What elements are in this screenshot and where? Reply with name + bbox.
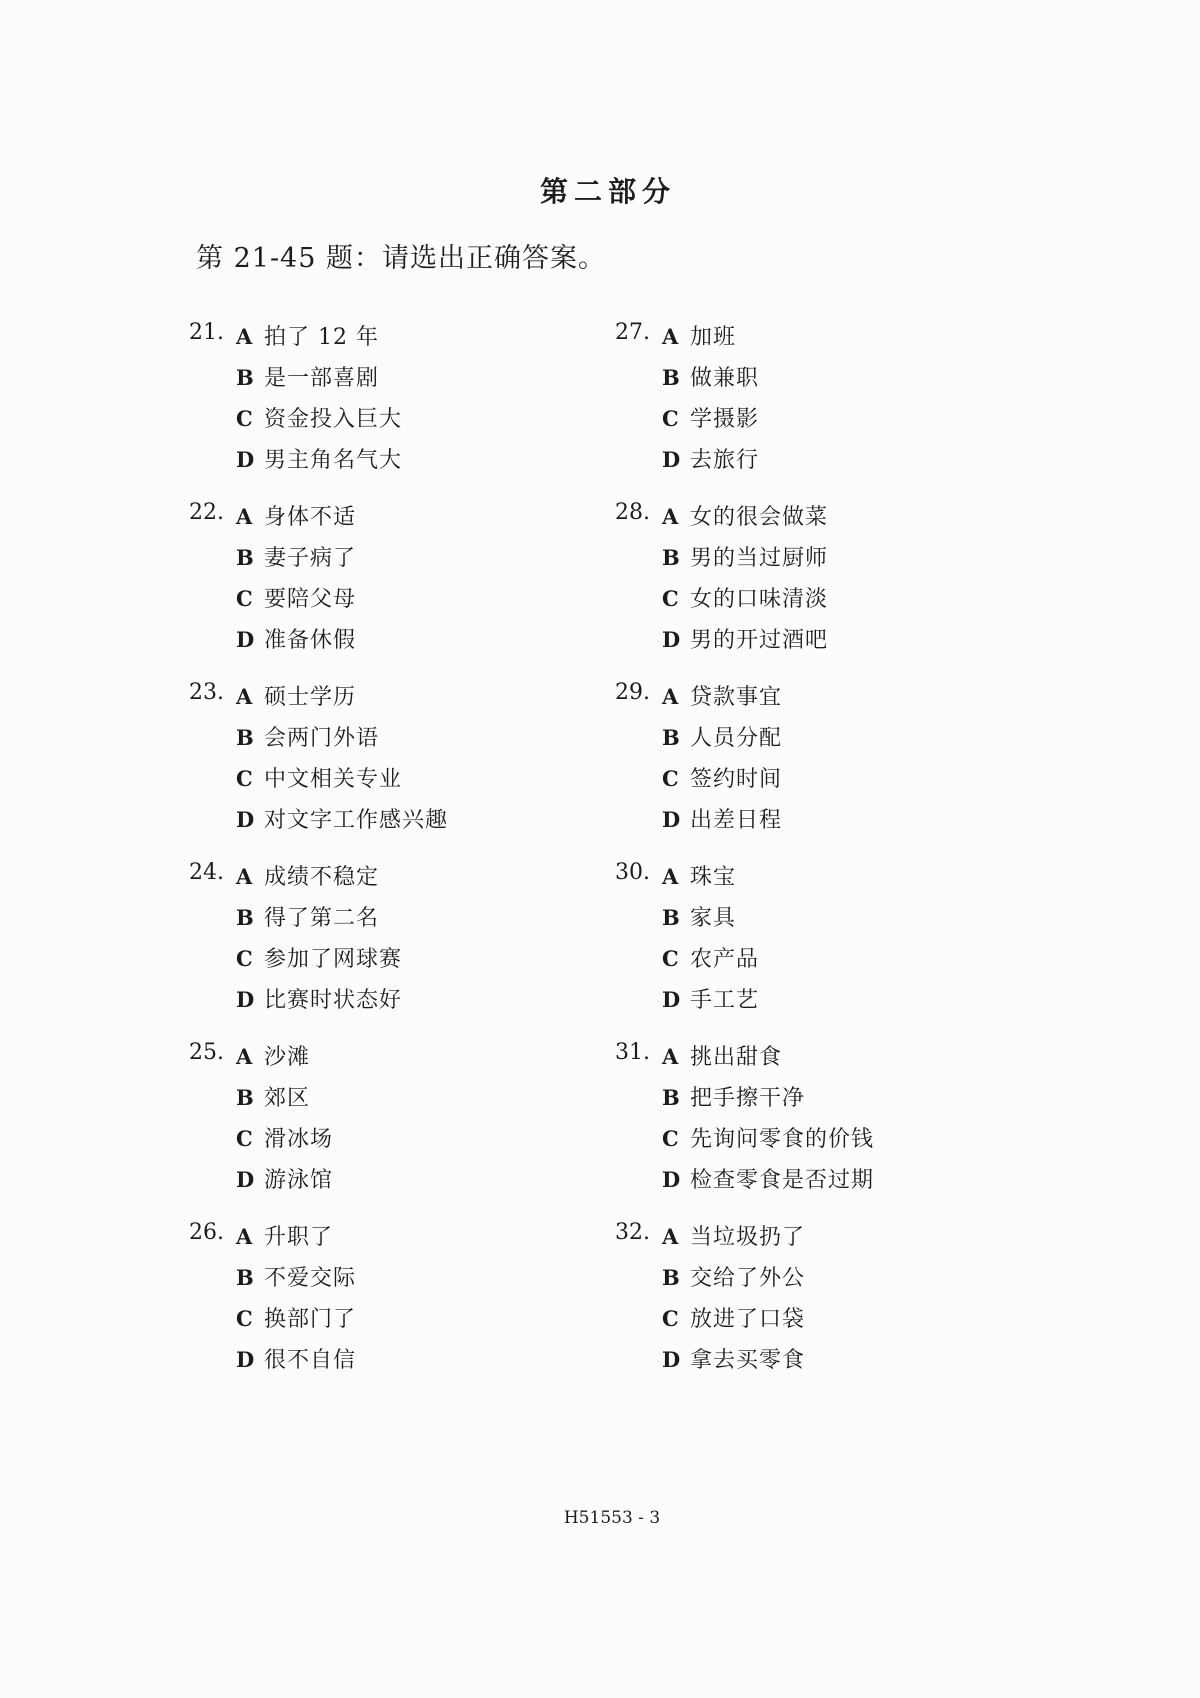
option-letter: A <box>236 684 253 709</box>
answer-option <box>662 320 736 361</box>
option-text: 家具 <box>690 906 737 931</box>
right-question-column <box>615 320 1035 1400</box>
answer-option <box>236 901 379 942</box>
option-letter: D <box>662 627 681 652</box>
answer-option <box>236 1220 333 1261</box>
option-text: 硕士学历 <box>264 685 357 710</box>
answer-option <box>662 860 736 901</box>
option-letter: C <box>236 946 253 971</box>
question-item <box>189 320 609 500</box>
option-letter: C <box>662 1306 679 1331</box>
answer-option <box>662 901 736 942</box>
option-text: 沙滩 <box>264 1045 311 1070</box>
option-letter: B <box>662 905 680 930</box>
option-text: 准备休假 <box>264 628 357 653</box>
option-text: 资金投入巨大 <box>264 407 403 432</box>
option-text: 中文相关专业 <box>264 767 403 792</box>
answer-option <box>236 1163 333 1204</box>
answer-option <box>236 680 356 721</box>
option-letter: A <box>662 1044 679 1069</box>
question-item <box>615 500 1035 680</box>
question-item <box>189 680 609 860</box>
option-letter: C <box>236 766 253 791</box>
option-letter: B <box>662 1085 680 1110</box>
answer-option <box>662 1261 805 1302</box>
question-number: 21. <box>189 320 224 345</box>
question-item <box>615 1040 1035 1220</box>
option-letter: B <box>236 1085 254 1110</box>
answer-option <box>236 541 356 582</box>
question-number: 31. <box>615 1040 650 1065</box>
answer-option <box>662 623 828 664</box>
left-question-column <box>189 320 609 1400</box>
option-text: 身体不适 <box>264 505 357 530</box>
option-text: 把手擦干净 <box>690 1086 806 1111</box>
option-text: 男的当过厨师 <box>690 546 829 571</box>
option-text: 比赛时状态好 <box>264 988 403 1013</box>
answer-option <box>236 361 379 402</box>
option-text: 签约时间 <box>690 767 783 792</box>
option-letter: D <box>662 807 681 832</box>
option-letter: D <box>662 447 681 472</box>
option-letter: A <box>662 504 679 529</box>
answer-option <box>236 320 379 361</box>
option-letter: D <box>662 1347 681 1372</box>
option-letter: B <box>236 365 254 390</box>
answer-option <box>236 803 448 844</box>
answer-option <box>236 500 356 541</box>
option-letter: A <box>662 684 679 709</box>
option-letter: C <box>662 586 679 611</box>
option-letter: A <box>236 1224 253 1249</box>
option-text: 学摄影 <box>690 407 760 432</box>
option-letter: D <box>662 1167 681 1192</box>
answer-option <box>662 443 759 484</box>
answer-option <box>236 942 402 983</box>
answer-option <box>662 402 759 443</box>
question-item <box>615 1220 1035 1400</box>
option-letter: A <box>662 324 679 349</box>
question-item <box>615 860 1035 1040</box>
option-text: 贷款事宜 <box>690 685 783 710</box>
option-text: 挑出甜食 <box>690 1045 783 1070</box>
option-text: 先询问零食的价钱 <box>690 1127 875 1152</box>
answer-option <box>236 1081 310 1122</box>
option-text: 女的很会做菜 <box>690 505 829 530</box>
option-text: 女的口味清淡 <box>690 587 829 612</box>
section-title: 第二部分 <box>539 175 676 208</box>
option-text: 是一部喜剧 <box>264 366 380 391</box>
option-text: 放进了口袋 <box>690 1307 806 1332</box>
option-letter: A <box>236 1044 253 1069</box>
option-text: 妻子病了 <box>264 546 357 571</box>
option-letter: A <box>662 864 679 889</box>
page-footer: H51553 - 3 <box>563 1508 661 1528</box>
answer-option <box>236 623 356 664</box>
option-text: 得了第二名 <box>264 906 380 931</box>
option-text: 去旅行 <box>690 448 760 473</box>
answer-option <box>236 762 402 803</box>
answer-option <box>662 1122 874 1163</box>
answer-option <box>236 582 356 623</box>
option-letter: D <box>236 807 255 832</box>
answer-option <box>662 541 828 582</box>
option-text: 拍了 12 年 <box>264 325 379 350</box>
option-text: 成绩不稳定 <box>264 865 380 890</box>
option-letter: D <box>236 1347 255 1372</box>
answer-option <box>236 860 379 901</box>
answer-option <box>236 1343 356 1384</box>
option-text: 升职了 <box>264 1225 334 1250</box>
option-text: 很不自信 <box>264 1348 357 1373</box>
option-text: 对文字工作感兴趣 <box>264 808 449 833</box>
option-text: 参加了网球赛 <box>264 947 403 972</box>
option-letter: C <box>662 1126 679 1151</box>
option-text: 拿去买零食 <box>690 1348 806 1373</box>
option-text: 换部门了 <box>264 1307 357 1332</box>
answer-option <box>236 1122 333 1163</box>
option-letter: D <box>236 1167 255 1192</box>
option-text: 滑冰场 <box>264 1127 334 1152</box>
option-letter: B <box>662 725 680 750</box>
option-text: 郊区 <box>264 1086 311 1111</box>
question-number: 24. <box>189 860 224 885</box>
answer-option <box>236 983 402 1024</box>
option-letter: B <box>236 545 254 570</box>
option-letter: B <box>236 725 254 750</box>
option-letter: C <box>662 766 679 791</box>
answer-option <box>662 1220 805 1261</box>
option-text: 农产品 <box>690 947 760 972</box>
answer-option <box>236 1040 310 1081</box>
answer-option <box>662 1081 805 1122</box>
option-letter: B <box>236 1265 254 1290</box>
answer-option <box>236 443 402 484</box>
option-letter: A <box>662 1224 679 1249</box>
option-letter: B <box>662 1265 680 1290</box>
option-text: 男的开过酒吧 <box>690 628 829 653</box>
answer-option <box>236 1261 356 1302</box>
answer-option <box>236 402 402 443</box>
question-number: 22. <box>189 500 224 525</box>
answer-option <box>662 942 759 983</box>
question-item <box>189 860 609 1040</box>
answer-option <box>662 361 759 402</box>
option-text: 游泳馆 <box>264 1168 334 1193</box>
option-letter: A <box>236 324 253 349</box>
option-text: 要陪父母 <box>264 587 357 612</box>
question-number: 25. <box>189 1040 224 1065</box>
question-item <box>615 320 1035 500</box>
question-item <box>189 1220 609 1400</box>
question-number: 30. <box>615 860 650 885</box>
option-letter: D <box>236 447 255 472</box>
option-text: 当垃圾扔了 <box>690 1225 806 1250</box>
answer-option <box>662 721 782 762</box>
answer-option <box>662 762 782 803</box>
option-text: 会两门外语 <box>264 726 380 751</box>
option-letter: C <box>662 406 679 431</box>
question-number: 28. <box>615 500 650 525</box>
question-number: 26. <box>189 1220 224 1245</box>
answer-option <box>662 803 782 844</box>
option-text: 做兼职 <box>690 366 760 391</box>
option-text: 交给了外公 <box>690 1266 806 1291</box>
option-text: 不爱交际 <box>264 1266 357 1291</box>
option-letter: B <box>662 365 680 390</box>
option-text: 珠宝 <box>690 865 737 890</box>
option-text: 检查零食是否过期 <box>690 1168 875 1193</box>
option-text: 人员分配 <box>690 726 783 751</box>
question-item <box>189 1040 609 1220</box>
option-text: 出差日程 <box>690 808 783 833</box>
option-letter: D <box>236 987 255 1012</box>
answer-option <box>236 1302 356 1343</box>
answer-option <box>662 1163 874 1204</box>
question-item <box>615 680 1035 860</box>
option-letter: B <box>236 905 254 930</box>
question-number: 23. <box>189 680 224 705</box>
option-letter: C <box>236 1126 253 1151</box>
question-number: 32. <box>615 1220 650 1245</box>
option-letter: C <box>236 406 253 431</box>
option-letter: C <box>236 586 253 611</box>
answer-option <box>662 983 759 1024</box>
answer-option <box>662 500 828 541</box>
option-text: 手工艺 <box>690 988 760 1013</box>
answer-option <box>236 721 379 762</box>
option-text: 男主角名气大 <box>264 448 403 473</box>
option-letter: D <box>662 987 681 1012</box>
option-letter: C <box>236 1306 253 1331</box>
option-letter: D <box>236 627 255 652</box>
answer-option <box>662 1343 805 1384</box>
question-number: 29. <box>615 680 650 705</box>
answer-option <box>662 582 828 623</box>
question-item <box>189 500 609 680</box>
option-letter: A <box>236 504 253 529</box>
answer-option <box>662 680 782 721</box>
option-letter: A <box>236 864 253 889</box>
instruction-text: 第 21-45 题：请选出正确答案。 <box>196 243 607 274</box>
option-letter: B <box>662 545 680 570</box>
answer-option <box>662 1302 805 1343</box>
answer-option <box>662 1040 782 1081</box>
option-text: 加班 <box>690 325 737 350</box>
question-number: 27. <box>615 320 650 345</box>
option-letter: C <box>662 946 679 971</box>
